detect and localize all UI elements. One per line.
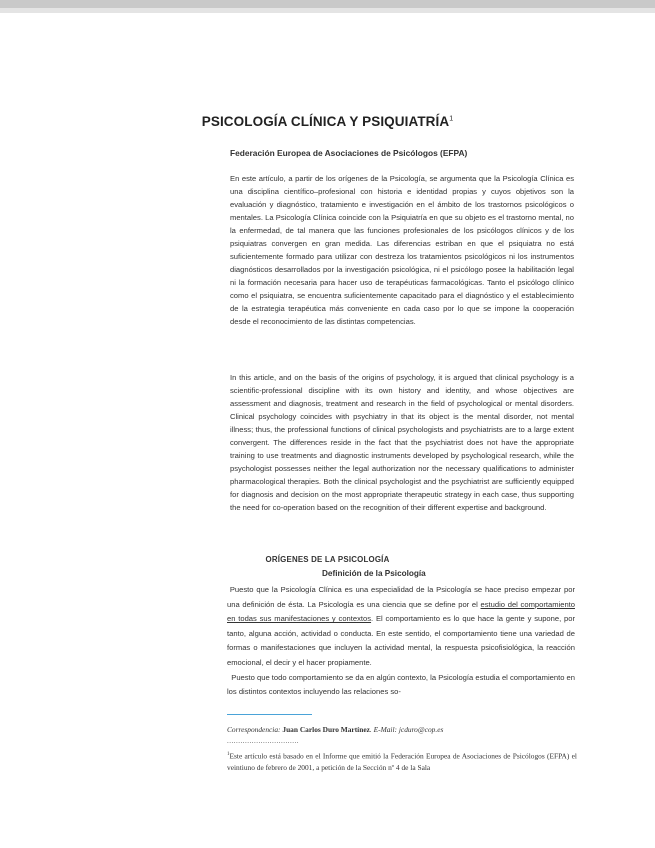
section-heading: ORÍGENES DE LA PSICOLOGÍA [265,555,390,564]
abstract-spanish: En este artículo, a partir de los orígenes de la Psicología, se argumenta que la Psicología Clínica es una disciplina científico–profesional con historia e identidad propias y cuyos objetivos son la evaluación y diagnóstico, tratamiento e investigación en el ámbito de los trastornos psicológicos o mentales. La Psicología Clínica coincide con la Psiquiatría en que su objeto es el trastorno mental, no la enfermedad, de tal manera que las funciones profesionales de los psicólogos clínicos y de los psiquiatras convergen en gran medida. Las diferencias estriban en que el psiquiatra no está suficientemente formado para utilizar con destreza los tratamientos psicológicos ni los instrumentos diagnósticos desarrollados por la investigación psicológica, ni el psicólogo posee la habilitación legal ni la formación necesaria para hacer uso de terapéuticas farmacológicas. Tanto el psicólogo clínico como el psiquiatra, se encuentra suficientemente capacitado para el diagnóstico y el establecimiento de la estrategia terapéutica más conveniente en cada caso por lo que se impone la cooperación desde el reconocimiento de las distintas competencias. [230,174,574,326]
page-title-text: PSICOLOGÍA CLÍNICA Y PSIQUIATRÍA [201,114,450,129]
dotted-separator: ................................ [227,737,299,745]
body-p1-before: Puesto que la Psicología Clínica es una especialidad de la Psicología se hace preciso empezar por una definición de ésta. La Psicología es una ciencia que se define por el [227,585,575,609]
body-paragraph [227,583,575,700]
body-p1-after: . El comportamiento es lo que hace la gente y supone, por tanto, alguna acción, actividad o conducta. En este sentido, el comportamiento tiene una variedad de formas o manifestaciones que incluyen la actividad mental, la respuesta psicofisiológica, la reacción emocional, el decir y el hacer propiamente. [227,614,575,667]
top-border-shadow [0,8,655,13]
body-p1-underlined: estudio del comportamiento en todas sus manifestaciones y contextos [227,599,575,624]
correspondence-name: Juan Carlos Duro Martínez [282,725,370,734]
email-address[interactable]: jcduro@cop.es [398,725,444,734]
email-label: . E-Mail: [369,725,397,734]
top-border [0,0,655,8]
correspondence-line [227,725,577,734]
abstract-english: In this article, and on the basis of the origins of psychology, it is argued that clinical psychology is a scientific-professional discipline with its own history and identity, and whose objectives are assessment and diagnosis, treatment and research in the field of psychological or mental disorders. Clinical psychology coincides with psychiatry in that its object is the mental disorder, not mental illness; thus, the professional functions of clinical psychologists and psychiatrists are to a large extent convergent. The differences reside in the fact that the psychiatrist does not have the appropriate training to use treatments and diagnostic instruments developed by psychological research, while the psychologist possesses neither the legal authorization nor the necessary qualifications to administer pharmacological therapies. Both the clinical psychologist and the psychiatrist are sufficiently equipped for diagnosis and decision on the most appropriate therapeutic strategy in each case, thus supporting the need for co-operation based on the recognition of their different expertise and background. [230,373,574,512]
page-title [0,114,655,129]
footnote-text: Este artículo está basado en el Informe que emitió la Federación Europea de Asociaciones de Psicólogos (EFPA) el veintiuno de febrero de 2001, a petición de la Sección nº 4 de la Sala [227,751,577,772]
correspondence-label: Correspondencia: [227,725,281,734]
title-footnote-marker: 1 [449,115,454,123]
footnote [227,749,577,773]
author-affiliation: Federación Europea de Asociaciones de Psicólogos (EFPA) [230,148,468,158]
body-p2: Puesto que todo comportamiento se da en algún contexto, la Psicología estudia el comportamiento en los distintos contextos incluyendo las relaciones so- [227,672,575,697]
footnote-marker: 1 [227,752,230,757]
subsection-heading: Definición de la Psicología [322,569,426,578]
footnote-divider [227,714,312,715]
